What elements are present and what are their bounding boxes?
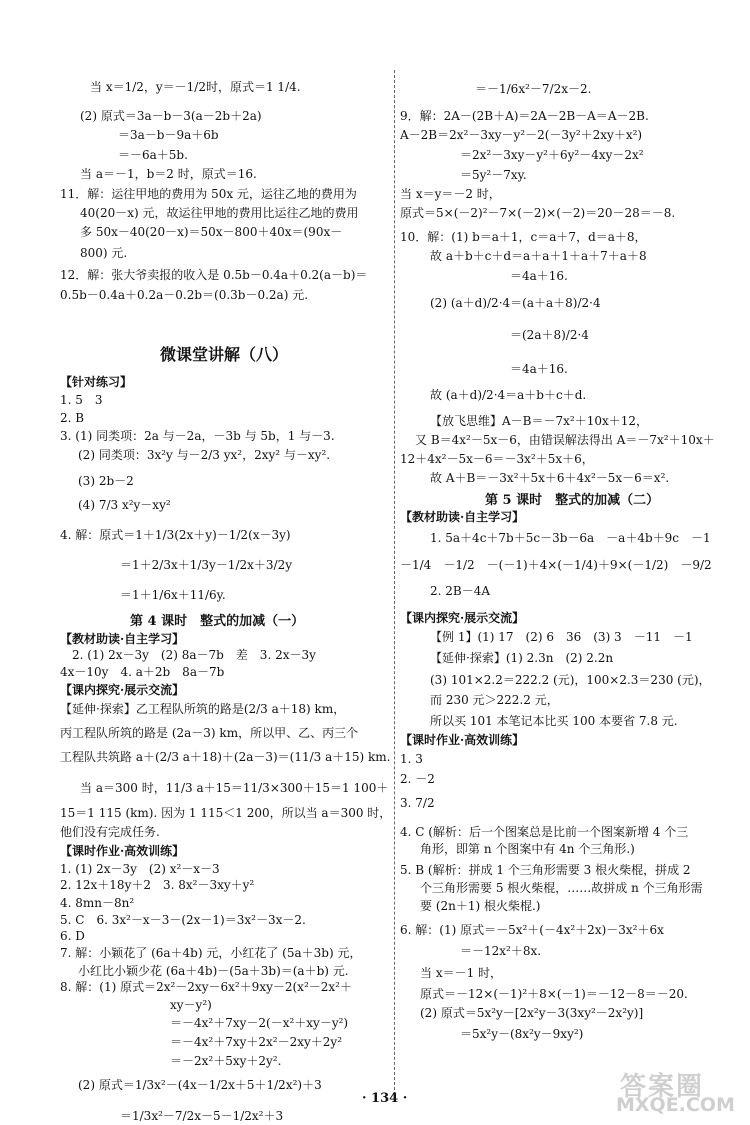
right-line-5: ＝5y²－7xy. [460,168,527,182]
right-line-10: ＝4a＋16. [510,269,568,283]
left-line-17: (2) 同类项：3x²y 与－2/3 yx²，2xy² 与－xy². [78,448,331,462]
right-line-11: (2) (a＋d)/2·4＝(a＋a＋8)/2·4 [430,296,601,310]
left-line-32: 15＝1 115 (km). 因为 1 115＜1 200，所以当 a＝300 时， [60,806,392,820]
left-line-44: ＝－4x²＋7xy－2(－x²＋xy－y²) [170,1016,349,1030]
left-line-1: 当 x＝1/2，y＝－1/2时，原式＝1 1/4. [90,80,301,94]
right-line-1: ＝－1/6x²－7/2x－2. [475,82,592,96]
right-line-32: 2. －2 [400,772,435,786]
left-line-10: 12．解：张大爷卖报的收入是 0.5b－0.4a＋0.2(a－b)＝ [60,268,368,282]
right-line-39: 6. 解：(1) 原式＝－5x²＋(－4x²＋2x)－3x²＋6x [400,923,664,937]
page-number: · 134 · [362,1091,408,1106]
right-line-6: 当 x＝y＝－2 时， [400,187,501,201]
right-line-41: 当 x＝－1 时， [420,966,503,980]
left-line-27: 【课内探究·展示交流】 [60,683,185,697]
right-line-28: 而 230 元＞222.2 元， [430,693,559,707]
left-line-36: 2. 12x＋18y＋2 3. 8x²－3xy＋y² [60,878,255,892]
right-line-42: 原式＝－12×(－1)²＋8×(－1)＝－12－8＝－20. [420,987,688,1001]
right-line-29: 所以买 101 本笔记本比买 100 本要省 7.8 元. [430,714,678,728]
left-line-39: 6. D [60,929,85,943]
left-line-48: ＝1/3x²－7/2x－5－1/2x²＋3 [120,1109,284,1123]
right-line-8: 10．解：(1) b＝a＋1，c＝a＋7，d＝a＋8， [400,230,647,244]
left-line-45: ＝－4x²＋7xy＋2x²－2xy＋2y² [170,1035,343,1049]
right-line-14: 故 (a＋d)/2·4＝a＋b＋c＋d. [430,388,587,402]
right-line-33: 3. 7/2 [400,796,435,810]
left-line-41: 小红比小颖少花 (6a＋4b)－(5a＋3b)＝(a＋b) 元. [78,964,349,978]
left-line-12: 微课堂讲解（八） [160,345,289,364]
left-line-20: 4. 解：原式＝1＋1/3(2x＋y)－1/2(x－3y) [60,528,291,542]
right-line-3: A－2B＝2x²－3xy－y²－2(－3y²＋2xy＋x²) [400,128,643,142]
left-line-9: 800) 元. [80,246,128,260]
right-line-19: 第 5 课时 整式的加减（二） [485,493,660,508]
left-line-46: ＝－2x²＋5xy＋2y². [170,1054,282,1068]
left-line-25: 2. (1) 2x－3y (2) 8a－7b 差 3. 2x－3y [72,648,316,662]
left-line-23: 第 4 课时 整式的加减（一） [130,614,305,629]
right-line-18: 故 A＋B＝－3x²＋5x＋6＋4x²－5x－6＝x². [430,471,670,485]
left-line-21: ＝1＋2/3x＋1/3y－1/2x＋3/2y [120,558,292,572]
right-line-9: 故 a＋b＋c＋d＝a＋a＋1＋a＋7＋a＋8 [430,249,647,263]
watermark-logo [612,1066,738,1116]
left-line-13: 【针对练习】 [60,375,133,389]
right-line-44: ＝5x²y－(8x²y－9xy²) [460,1027,584,1041]
left-line-37: 4. 8mn－8n² [60,896,135,910]
left-line-35: 1. (1) 2x－3y (2) x²－x－3 [60,862,220,876]
left-line-26: 4x－10y 4. a＋2b 8a－7b [60,665,225,679]
left-line-6: 11．解：运往甲地的费用为 50x 元，运往乙地的费用为 [60,187,357,201]
right-line-34: 4. C (解析：后一个图案总是比前一个图案新增 4 个三 [400,825,689,839]
right-line-35: 角形，即第 n 个图案中有 4n 个三角形.) [420,842,635,856]
right-line-17: 12＋4x²－5x－6＝－3x²＋5x＋6， [400,452,594,466]
left-line-34: 【课时作业·高效训练】 [60,844,185,858]
right-line-22: －1/4 －1/2 －(－1)＋4×(－1/4)＋9×(－1/2) －9/2 [400,558,712,572]
left-line-24: 【教材助读·自主学习】 [60,632,185,646]
left-line-14: 1. 5 3 [60,393,103,407]
left-line-28: 【延伸·探索】乙工程队所筑的路是(2/3 a＋18) km， [60,702,346,716]
left-line-7: 40(20－x) 元，故运往甲地的费用比运往乙地的费用 [80,206,359,220]
left-line-3: ＝3a－b－9a＋6b [118,128,219,142]
right-line-20: 【教材助读·自主学习】 [400,510,525,524]
right-line-30: 【课时作业·高效训练】 [400,733,525,747]
watermark-text: 答案圈 [620,1072,705,1102]
right-line-26: 【延伸·探索】(1) 2.3n (2) 2.2n [430,651,614,665]
left-line-5: 当 a＝－1，b＝2 时，原式＝16. [80,167,257,181]
left-line-8: 多 50x－40(20－x)＝50x－800＋40x＝(90x－ [80,225,343,239]
left-line-15: 2. B [60,411,85,425]
right-line-27: (3) 101×2.2＝222.2 (元)，100×2.3＝230 (元)， [430,673,711,687]
left-line-38: 5. C 6. 3x²－x－3－(2x－1)＝3x²－3x－2. [60,913,306,927]
right-line-13: ＝4a＋16. [510,362,568,376]
right-line-4: ＝2x²－3xy－y²＋6y²－4xy－2x² [460,148,644,162]
right-line-31: 1. 3 [400,752,423,766]
right-line-21: 1. 5a＋4c＋7b＋5c－3b－6a －a＋4b＋9c －1 [430,531,711,545]
right-line-25: 【例 1】(1) 17 (2) 6 36 (3) 3 －11 －1 [430,630,693,644]
left-line-33: 他们没有完成任务. [60,825,160,839]
left-line-18: (3) 2b－2 [78,474,134,488]
right-line-40: ＝－12x²＋8x. [460,944,542,958]
left-line-31: 当 a＝300 时，11/3 a＋15＝11/3×300＋15＝1 100＋ [80,781,389,795]
left-line-11: 0.5b－0.4a＋0.2a－0.2b＝(0.3b－0.2a) 元. [60,288,309,302]
left-line-16: 3. (1) 同类项：2a 与－2a，－3b 与 5b，1 与－3. [60,429,335,443]
left-line-30: 工程队共筑路 a＋(2/3 a＋18)＋(2a－3)＝(11/3 a＋15) km. [60,750,391,764]
right-line-43: (2) 原式＝5x²y－[2x²y－3(3xy²－2x²y)] [420,1006,644,1020]
left-line-19: (4) 7/3 x²y－xy² [78,498,171,512]
left-line-4: ＝－6a＋5b. [118,148,188,162]
right-line-16: 又 B＝4x²－5x－6，由错误解法得出 A＝－7x²＋10x＋ [415,433,715,447]
right-line-36: 5. B (解析：拼成 1 个三角形需要 3 根火柴棍，拼成 2 [400,863,691,877]
left-line-40: 7. 解：小颖花了 (6a＋4b) 元，小红花了 (5a＋3b) 元， [60,946,362,960]
right-line-23: 2. 2B－4A [430,584,491,598]
right-line-37: 个三角形需要 5 根火柴棍，……故拼成 n 个三角形需 [420,881,703,895]
left-line-47: (2) 原式＝1/3x²－(4x－1/2x＋5＋1/2x²)＋3 [78,1078,322,1092]
right-line-2: 9．解：2A－(2B＋A)＝2A－2B－A＝A－2B. [400,109,649,123]
left-line-29: 丙工程队所筑的路是 (2a－3) km，所以甲、乙、丙三个 [60,726,359,740]
left-line-42: 8. 解：(1) 原式＝2x²－2xy－6x²＋9xy－2(x²－2x²＋ [60,980,352,994]
left-line-43: xy－y²) [170,998,212,1012]
column-divider [394,70,395,1100]
left-line-2: (2) 原式＝3a－b－3(a－2b＋2a) [80,109,262,123]
right-line-15: 【放飞思维】A－B＝－7x²＋10x＋12， [430,414,649,428]
left-line-22: ＝1＋1/6x＋11/6y. [120,588,226,602]
watermark-url: MXQE.COM [616,1094,735,1116]
right-line-38: 要 (2n＋1) 根火柴棍.) [420,899,541,913]
right-line-12: ＝(2a＋8)/2·4 [510,328,589,342]
right-line-24: 【课内探究·展示交流】 [400,611,525,625]
right-line-7: 原式＝5×(－2)²－7×(－2)×(－2)＝20－28＝－8. [400,206,676,220]
